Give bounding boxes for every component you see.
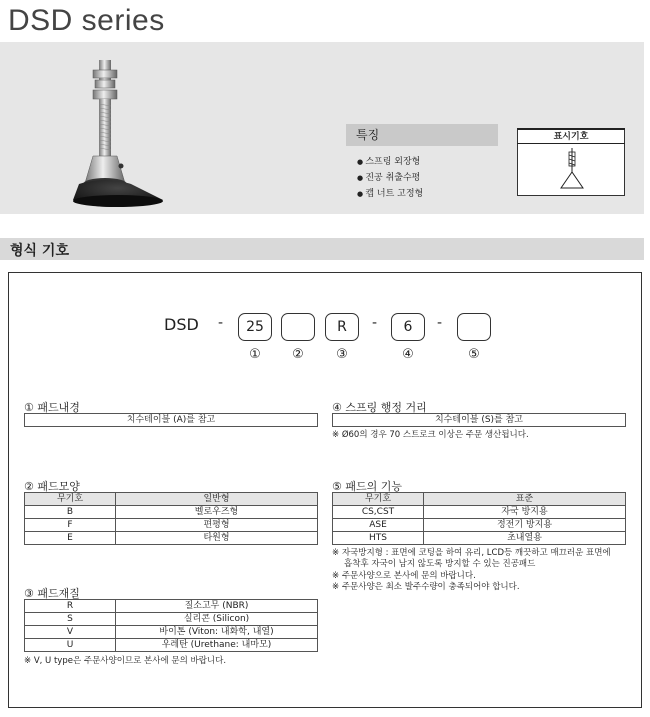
code-box-spring-stroke: 6 bbox=[391, 313, 425, 341]
model-prefix: DSD bbox=[164, 315, 199, 334]
spring-stroke-table bbox=[332, 413, 626, 427]
table-cell: 자국 방지용 bbox=[424, 506, 626, 519]
vacuum-pad-symbol-icon bbox=[555, 148, 589, 194]
table-cell: 치수테이블 (A)를 참고 bbox=[25, 414, 318, 427]
table-row bbox=[333, 414, 626, 427]
spring-stroke-label: ④ 스프링 행정 거리 bbox=[332, 401, 427, 414]
code-dash: - bbox=[437, 315, 443, 331]
table-row bbox=[25, 532, 318, 545]
table-cell: 일반형 bbox=[116, 493, 318, 506]
pad-function-label: ⑤ 패드의 기능 bbox=[332, 480, 402, 493]
table-row bbox=[333, 532, 626, 545]
table-header-row bbox=[25, 493, 318, 506]
vacuum-pad-image bbox=[65, 48, 205, 208]
table-row bbox=[25, 519, 318, 532]
code-box-pad-shape bbox=[281, 313, 315, 341]
pad-shape-table bbox=[24, 492, 318, 545]
pad-diameter-table bbox=[24, 413, 318, 427]
table-row bbox=[25, 613, 318, 626]
table-header-row bbox=[333, 493, 626, 506]
code-box-pad-function bbox=[457, 313, 491, 341]
code-box-pad-diameter: 25 bbox=[238, 313, 272, 341]
pad-material-note: ※ V, U type은 주문사양이므로 본사에 문의 바랍니다. bbox=[24, 656, 227, 666]
pad-diameter-label: ① 패드내경 bbox=[24, 401, 80, 414]
feature-item: ● 진공 취출수평 bbox=[357, 170, 420, 183]
code-dash: - bbox=[218, 315, 224, 331]
table-cell: 무기호 bbox=[333, 493, 424, 506]
code-number: ③ bbox=[336, 347, 348, 362]
features-heading: 특징 bbox=[346, 124, 498, 146]
table-row bbox=[25, 639, 318, 652]
table-row bbox=[25, 506, 318, 519]
table-row bbox=[25, 414, 318, 427]
pad-material-label: ③ 패드재질 bbox=[24, 587, 80, 600]
code-number: ⑤ bbox=[468, 347, 480, 362]
pad-function-note: ※ 자국방지형 : 표면에 코팅을 하여 유리, LCD등 깨끗하고 매끄러운 표면에 bbox=[332, 548, 611, 558]
spring-stroke-note: ※ Ø60의 경우 70 스트로크 이상은 주문 생산됩니다. bbox=[332, 430, 529, 440]
pad-function-table bbox=[332, 492, 626, 545]
pad-shape-label: ② 패드모양 bbox=[24, 480, 80, 493]
table-cell: 바이톤 (Viton: 내화학, 내열) bbox=[116, 626, 318, 639]
table-cell: 타원형 bbox=[116, 532, 318, 545]
table-cell: S bbox=[25, 613, 116, 626]
table-cell: HTS bbox=[333, 532, 424, 545]
table-cell: 우레탄 (Urethane: 내마모) bbox=[116, 639, 318, 652]
table-cell: V bbox=[25, 626, 116, 639]
feature-item: ● 캡 너트 고정형 bbox=[357, 186, 423, 199]
code-number: ② bbox=[292, 347, 304, 362]
table-cell: 질소고무 (NBR) bbox=[116, 600, 318, 613]
table-cell: ASE bbox=[333, 519, 424, 532]
table-cell: 정전기 방지용 bbox=[424, 519, 626, 532]
pad-material-table bbox=[24, 599, 318, 652]
table-cell: 실리콘 (Silicon) bbox=[116, 613, 318, 626]
symbol-heading: 표시기호 bbox=[517, 128, 625, 144]
section-title: 형식 기호 bbox=[10, 243, 69, 259]
pad-function-note: ※ 주문사양은 최소 발주수량이 충족되어야 합니다. bbox=[332, 582, 520, 592]
pad-function-note: 흡착후 자국이 남지 않도록 방지할 수 있는 진공패드 bbox=[344, 559, 536, 569]
table-cell: CS,CST bbox=[333, 506, 424, 519]
table-cell: E bbox=[25, 532, 116, 545]
table-cell: 치수테이블 (S)를 참고 bbox=[333, 414, 626, 427]
table-cell: 무기호 bbox=[25, 493, 116, 506]
table-row bbox=[333, 519, 626, 532]
table-cell: 표준 bbox=[424, 493, 626, 506]
table-cell: R bbox=[25, 600, 116, 613]
table-row bbox=[333, 506, 626, 519]
table-cell: 편평형 bbox=[116, 519, 318, 532]
table-cell: F bbox=[25, 519, 116, 532]
pad-function-note: ※ 주문사양으로 본사에 문의 바랍니다. bbox=[332, 571, 476, 581]
table-row bbox=[25, 626, 318, 639]
code-box-pad-material: R bbox=[325, 313, 359, 341]
table-row bbox=[25, 600, 318, 613]
section-header-bar bbox=[0, 238, 644, 260]
feature-item: ● 스프링 외장형 bbox=[357, 154, 420, 167]
table-cell: 초내열용 bbox=[424, 532, 626, 545]
table-cell: 벨로우즈형 bbox=[116, 506, 318, 519]
code-dash: - bbox=[372, 315, 378, 331]
table-cell: U bbox=[25, 639, 116, 652]
code-number: ① bbox=[249, 347, 261, 362]
code-number: ④ bbox=[402, 347, 414, 362]
table-cell: B bbox=[25, 506, 116, 519]
page-title: DSD series bbox=[8, 4, 165, 37]
